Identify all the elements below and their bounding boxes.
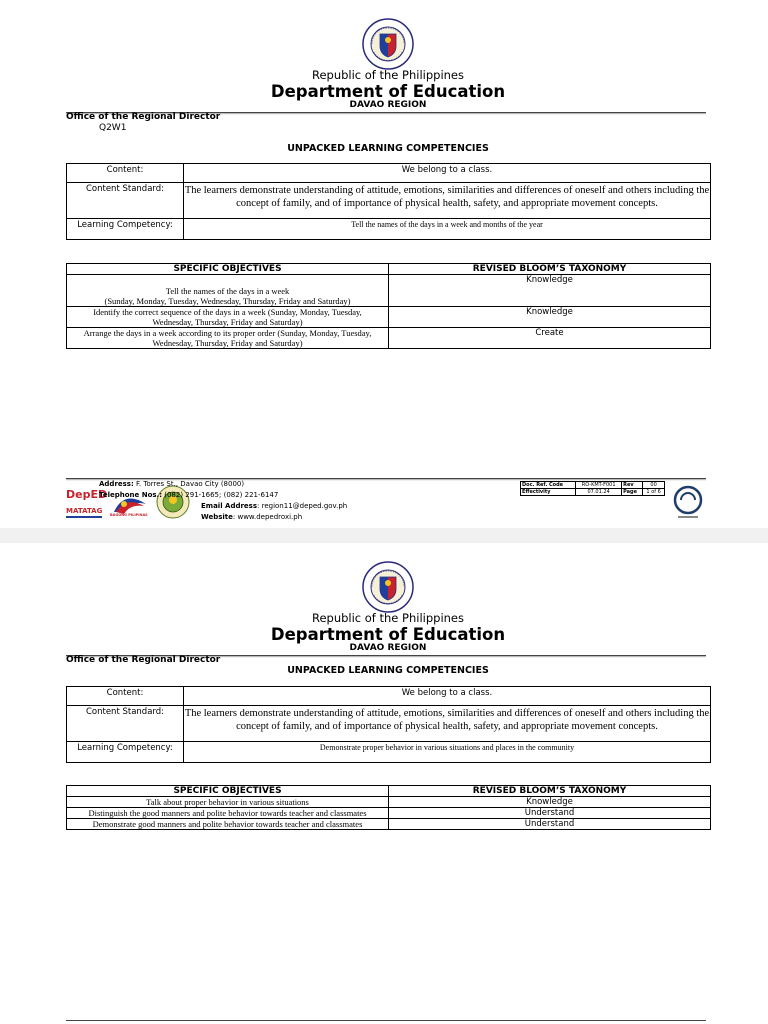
- content-value: We belong to a class.: [184, 164, 711, 183]
- objective-cell: [67, 328, 389, 349]
- table-row: [67, 275, 711, 307]
- section-title: UNPACKED LEARNING COMPETENCIES: [287, 143, 489, 154]
- taxonomy-cell: Knowledge: [389, 797, 711, 808]
- email-line: [201, 502, 347, 510]
- address-value: F. Torres St., Davao City (8000): [136, 480, 245, 488]
- content-standard-value: The learners demonstrate understanding of attitude, emotions, similarities and differences of oneself and others including the concept of family, and of importance of physical health, safety, and appropriate movement concepts.: [184, 183, 711, 219]
- effectivity-label: Effectivity: [521, 489, 576, 496]
- department-heading: Department of Education: [270, 625, 506, 644]
- objectives-table: [66, 263, 711, 349]
- table-row: [67, 164, 711, 183]
- address-label: Address:: [99, 480, 134, 488]
- office-label: Office of the Regional Director: [66, 655, 221, 665]
- learning-competency-value: Tell the names of the days in a week and months of the year: [184, 219, 711, 240]
- page-value: 1 of 6: [643, 489, 665, 496]
- content-standard-value: The learners demonstrate understanding of attitude, emotions, similarities and differences of oneself and others including the concept of family, and of importance of physical health, safety, and appropriate movement concepts.: [184, 706, 711, 742]
- objective-cell: Talk about proper behavior in various situations: [67, 797, 389, 808]
- objective-cell: [67, 275, 389, 307]
- deped-seal-icon: [362, 18, 414, 70]
- learning-competency-value: Demonstrate proper behavior in various situations and places in the community: [184, 742, 711, 763]
- content-standard-label: Content Standard:: [67, 706, 184, 742]
- doc-ref-value: RO-KMT-F001: [576, 482, 622, 489]
- objective-line: Identify the correct sequence of the days in a week (Sunday, Monday, Tuesday,: [93, 307, 362, 317]
- department-heading: Department of Education: [270, 82, 506, 101]
- objective-line: Arrange the days in a week according to its proper order (Sunday, Monday, Tuesday,: [83, 328, 372, 338]
- content-value: We belong to a class.: [184, 687, 711, 706]
- table-row: [521, 489, 665, 496]
- telephone-line: [99, 491, 278, 499]
- effectivity-value: 07.01.24: [576, 489, 622, 496]
- table-row: [67, 706, 711, 742]
- content-label: Content:: [67, 687, 184, 706]
- objective-line: Wednesday, Thursday, Friday and Saturday): [152, 317, 303, 327]
- taxonomy-cell: Understand: [389, 819, 711, 830]
- deped-seal-icon: [362, 561, 414, 613]
- matatag-logo-text: MATATAG: [66, 507, 103, 515]
- telephone-label: Telephone Nos.:: [99, 491, 163, 499]
- section-title: UNPACKED LEARNING COMPETENCIES: [287, 665, 489, 676]
- objective-line: Wednesday, Thursday, Friday and Saturday): [152, 338, 303, 348]
- footer-divider: [66, 478, 706, 479]
- bagong-pilipinas-text: BAGONG PILIPINAS: [110, 513, 148, 517]
- table-row: [521, 482, 665, 489]
- email-label: Email Address: [201, 502, 258, 510]
- rev-value: 00: [643, 482, 665, 489]
- quarter-week-label: Q2W1: [99, 123, 127, 133]
- table-header-row: [67, 264, 711, 275]
- taxonomy-cell: Knowledge: [389, 307, 711, 328]
- footer-divider: [66, 1020, 706, 1021]
- table-row: [67, 687, 711, 706]
- taxonomy-cell: Create: [389, 328, 711, 349]
- table-row: [67, 219, 711, 240]
- iso-certification-icon: [672, 484, 704, 522]
- telephone-value: (082) 291-1665; (082) 221-6147: [164, 491, 279, 499]
- objectives-header: SPECIFIC OBJECTIVES: [67, 264, 389, 275]
- taxonomy-cell: Knowledge: [389, 275, 711, 307]
- table-row: [67, 328, 711, 349]
- learning-competency-label: Learning Competency:: [67, 219, 184, 240]
- website-value[interactable]: : www.depedroxi.ph: [232, 513, 303, 521]
- email-value[interactable]: : region11@deped.gov.ph: [257, 502, 348, 510]
- region-heading: DAVAO REGION: [349, 643, 427, 653]
- objective-line: (Sunday, Monday, Tuesday, Wednesday, Thursday, Friday and Saturday): [104, 296, 351, 306]
- content-standard-label: Content Standard:: [67, 183, 184, 219]
- table-header-row: [67, 786, 711, 797]
- table-row: [67, 819, 711, 830]
- objectives-header: SPECIFIC OBJECTIVES: [67, 786, 389, 797]
- website-label: Website: [201, 513, 233, 521]
- content-label: Content:: [67, 164, 184, 183]
- objective-cell: [67, 307, 389, 328]
- taxonomy-cell: Understand: [389, 808, 711, 819]
- deped-logo-text: DepED: [66, 488, 108, 501]
- taxonomy-header: REVISED BLOOM’S TAXONOMY: [389, 264, 711, 275]
- table-row: [67, 742, 711, 763]
- page-label: Page: [622, 489, 643, 496]
- office-label: Office of the Regional Director: [66, 112, 221, 122]
- republic-heading: Republic of the Philippines: [311, 611, 465, 625]
- page-footer: [0, 478, 768, 528]
- document-reference-table: [520, 481, 665, 496]
- address-line: [99, 480, 244, 488]
- objectives-table: [66, 785, 711, 830]
- taxonomy-header: REVISED BLOOM’S TAXONOMY: [389, 786, 711, 797]
- rev-label: Rev: [622, 482, 643, 489]
- table-row: [67, 797, 711, 808]
- objective-cell: Demonstrate good manners and polite behavior towards teacher and classmates: [67, 819, 389, 830]
- website-line: [201, 513, 302, 521]
- table-row: [67, 183, 711, 219]
- table-row: [67, 808, 711, 819]
- region-heading: DAVAO REGION: [349, 100, 427, 110]
- republic-heading: Republic of the Philippines: [311, 68, 465, 82]
- objective-cell: Distinguish the good manners and polite behavior towards teacher and classmates: [67, 808, 389, 819]
- content-table: [66, 686, 711, 763]
- table-row: [67, 307, 711, 328]
- learning-competency-label: Learning Competency:: [67, 742, 184, 763]
- page-separator: [0, 528, 768, 543]
- content-table: [66, 163, 711, 240]
- objective-line: Tell the names of the days in a week: [165, 286, 290, 296]
- doc-ref-label: Doc. Ref. Code: [521, 482, 576, 489]
